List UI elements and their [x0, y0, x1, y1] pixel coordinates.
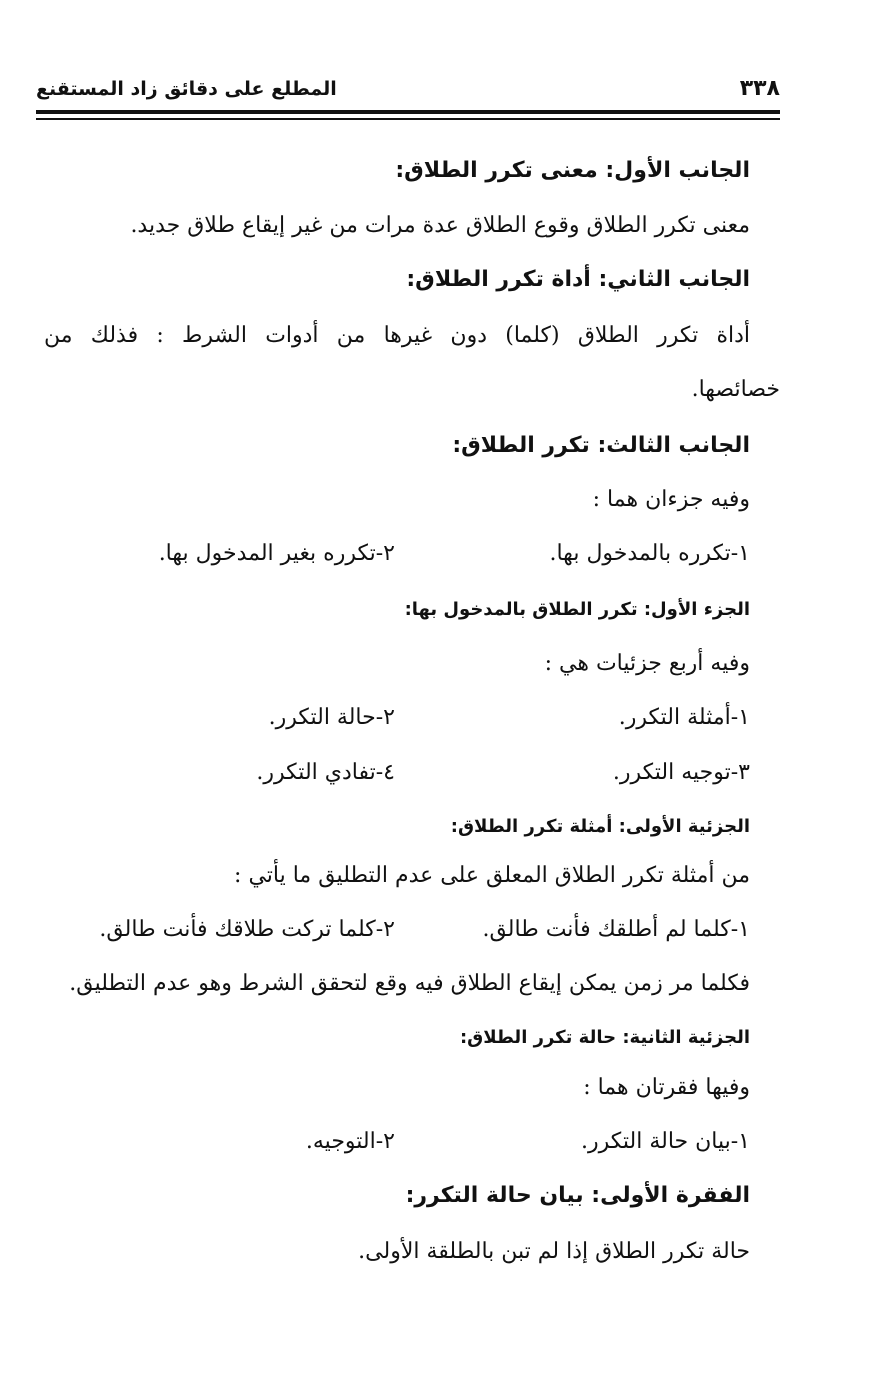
list-item-paragraph-1: ١-بيان حالة التكرر. [580, 1129, 750, 1154]
list-item-part-1: ١-تكرره بالمدخول بها. [549, 541, 750, 566]
heading-subpart-1: الجزئية الأولى: أمثلة تكرر الطلاق: [450, 816, 750, 837]
heading-subpart-2: الجزئية الثانية: حالة تكرر الطلاق: [459, 1027, 750, 1048]
paragraph-aspect-2-line-1: أداة تكرر الطلاق (كلما) دون غيرها من أدوات الشرط : فذلك من [44, 323, 751, 348]
header-rule-thin [36, 118, 780, 120]
paragraph-aspect-1: معنى تكرر الطلاق وقوع الطلاق عدة مرات من غير إيقاع طلاق جديد. [130, 213, 750, 238]
list-item-subpart-2: ٢-حالة التكرر. [268, 705, 395, 730]
list-item-paragraph-2: ٢-التوجيه. [305, 1129, 395, 1154]
paragraph-aspect-2-line-2: خصائصها. [691, 377, 780, 402]
paragraph-two-parts: وفيه جزءان هما : [592, 487, 750, 512]
heading-aspect-3: الجانب الثالث: تكرر الطلاق: [452, 433, 750, 458]
header-rule-thick [36, 110, 780, 114]
list-item-part-2: ٢-تكرره بغير المدخول بها. [158, 541, 395, 566]
heading-part-1: الجزء الأول: تكرر الطلاق بالمدخول بها: [404, 599, 750, 620]
paragraph-four-subparts: وفيه أربع جزئيات هي : [544, 651, 750, 676]
page-header [36, 76, 780, 106]
paragraph-examples-explain: فكلما مر زمن يمكن إيقاع الطلاق فيه وقع لتحقق الشرط وهو عدم التطليق. [69, 971, 750, 996]
paragraph-two-paragraphs: وفيها فقرتان هما : [583, 1075, 750, 1100]
list-item-subpart-4: ٤-تفادي التكرر. [256, 760, 395, 785]
paragraph-paragraph-1: حالة تكرر الطلاق إذا لم تبن بالطلقة الأولى. [358, 1239, 750, 1264]
list-item-example-2: ٢-كلما تركت طلاقك فأنت طالق. [99, 917, 395, 942]
heading-aspect-1: الجانب الأول: معنى تكرر الطلاق: [395, 158, 750, 183]
list-item-example-1: ١-كلما لم أطلقك فأنت طالق. [482, 917, 750, 942]
heading-paragraph-1: الفقرة الأولى: بيان حالة التكرر: [405, 1183, 750, 1208]
list-item-subpart-3: ٣-توجيه التكرر. [612, 760, 750, 785]
paragraph-examples-intro: من أمثلة تكرر الطلاق المعلق على عدم التطليق ما يأتي : [234, 863, 750, 888]
running-title: المطلع على دقائق زاد المستقنع [36, 78, 337, 100]
page-number: ٣٣٨ [739, 76, 780, 101]
list-item-subpart-1: ١-أمثلة التكرر. [618, 705, 750, 730]
heading-aspect-2: الجانب الثاني: أداة تكرر الطلاق: [406, 267, 750, 292]
